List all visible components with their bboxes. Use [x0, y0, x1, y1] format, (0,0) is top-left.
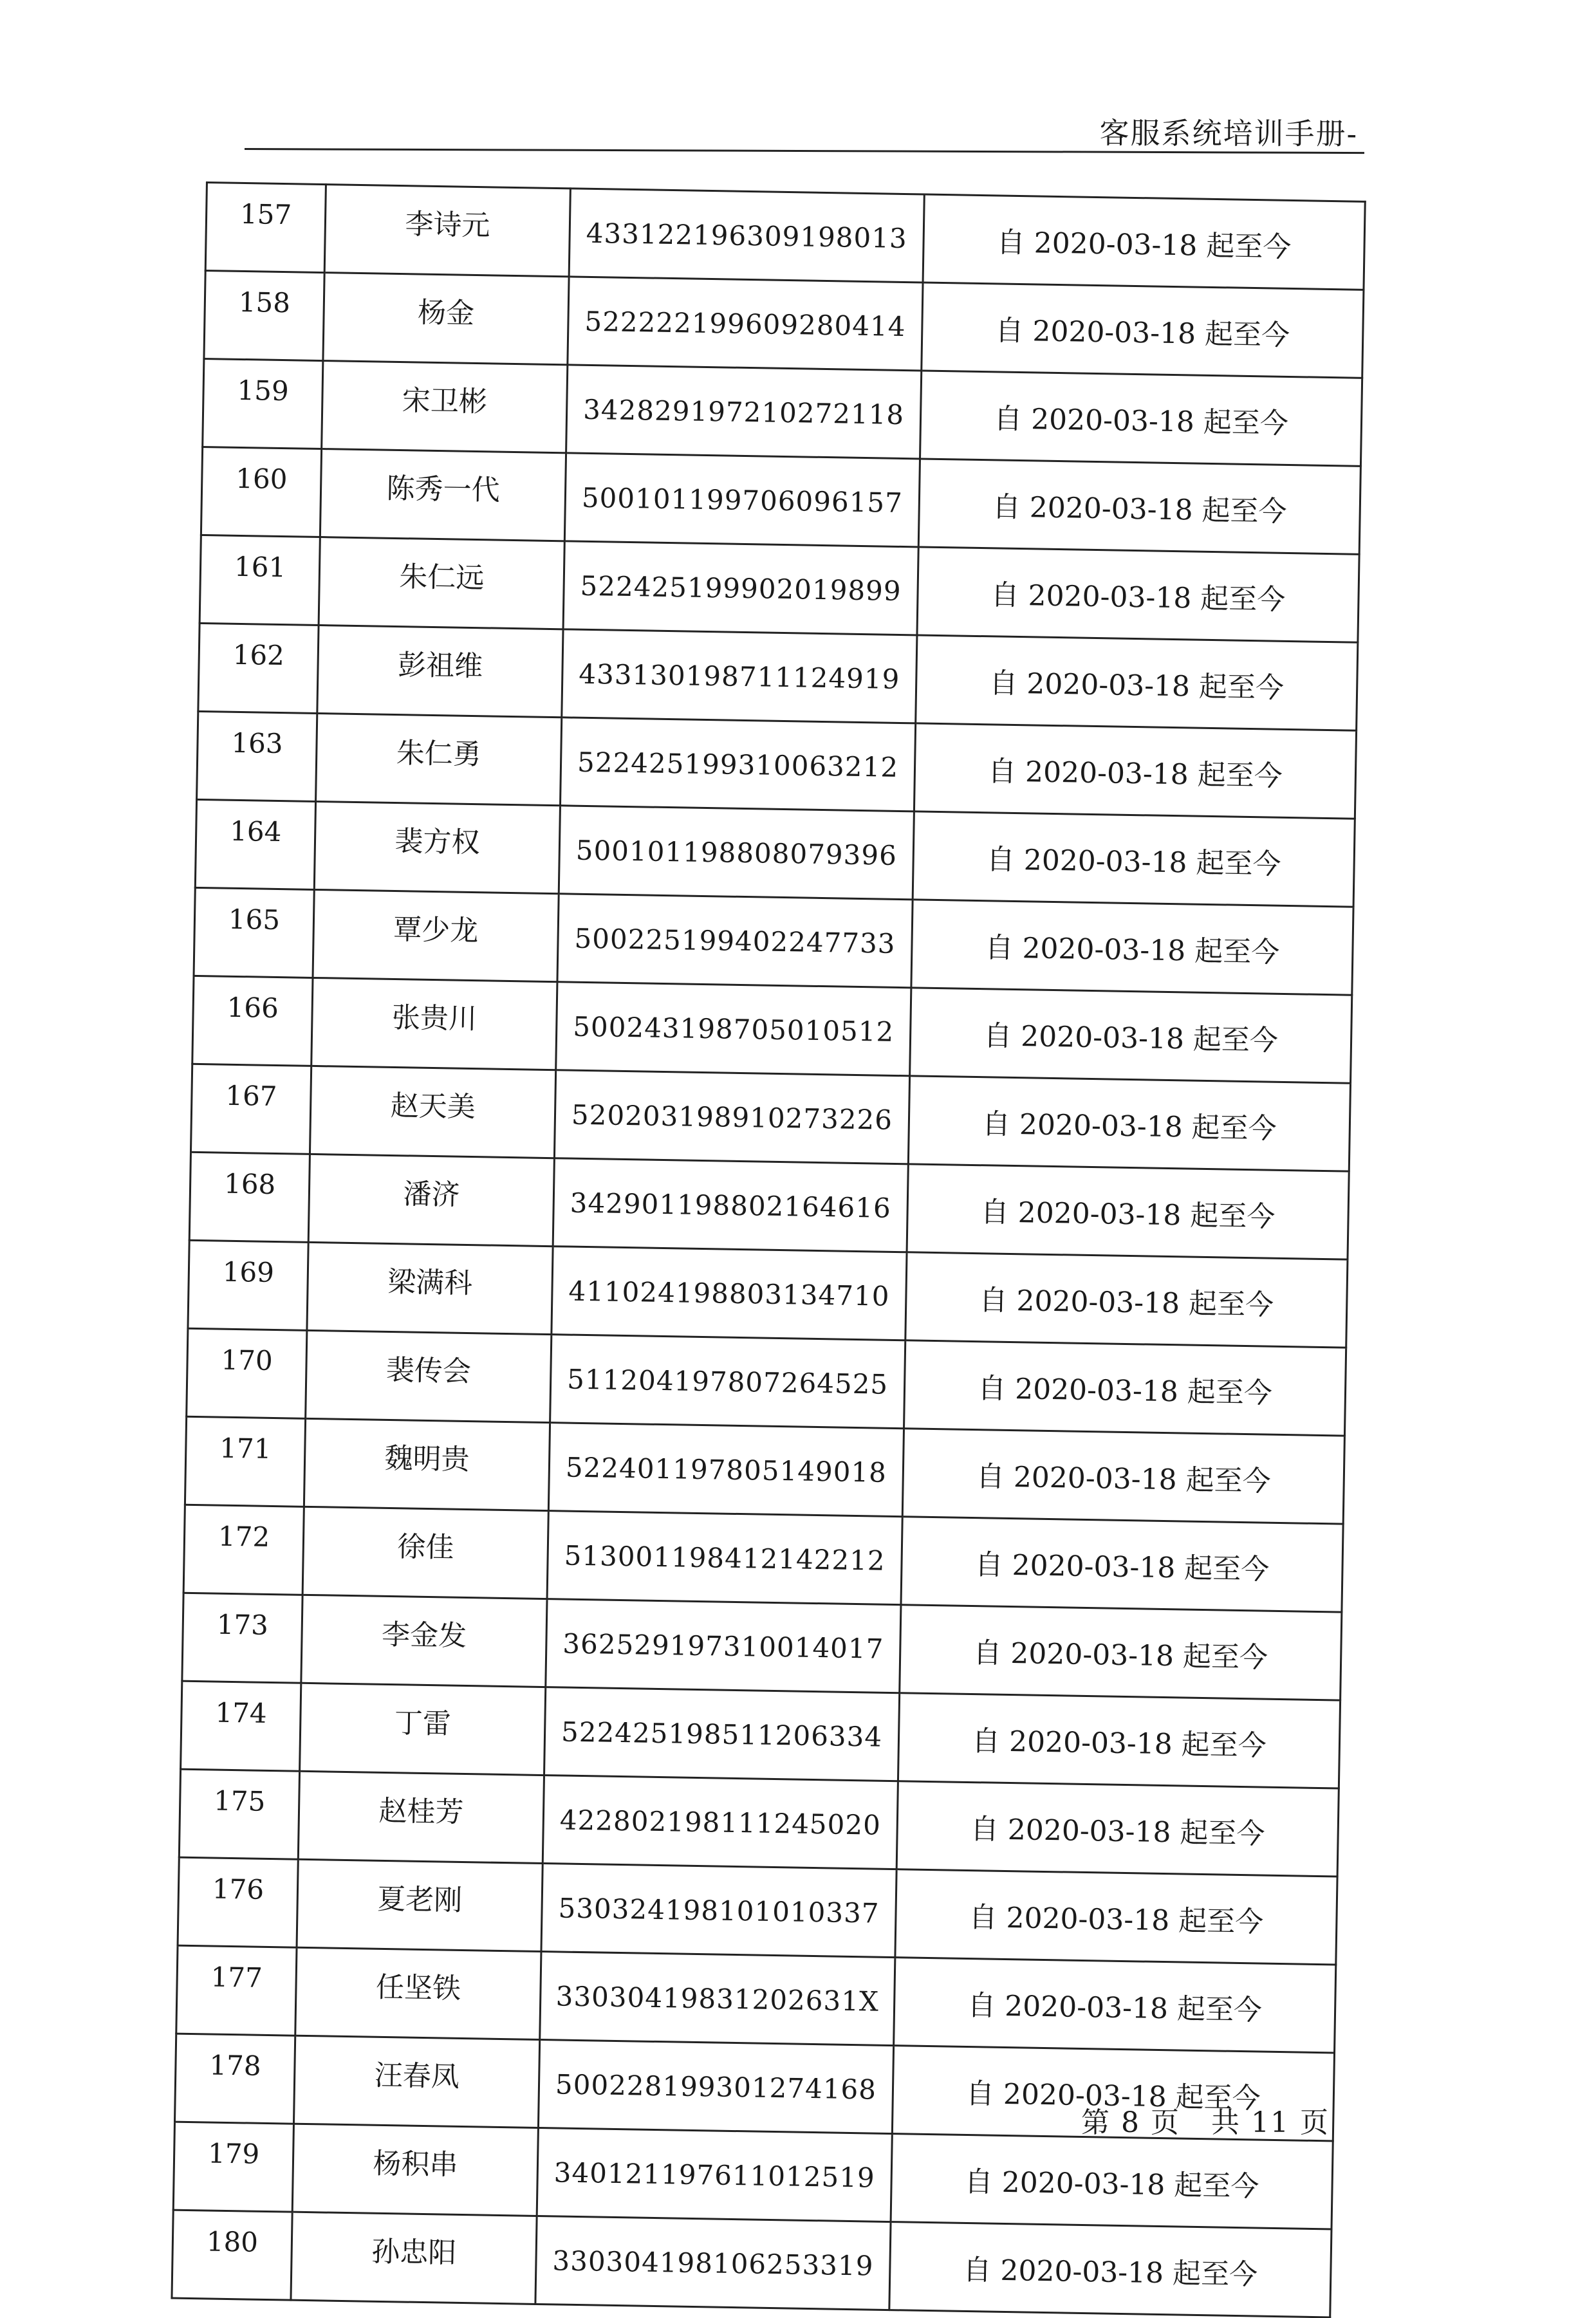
period-cell: 自 2020-03-18 起至今: [902, 1429, 1344, 1524]
id-number-cell: 411024198803134710: [552, 1247, 907, 1340]
row-number-cell: 172: [183, 1505, 304, 1595]
id-number-cell: 330304198106253319: [535, 2216, 891, 2310]
roster-table-container: [171, 181, 1364, 2318]
name-cell: 赵天美: [310, 1066, 555, 1158]
period-cell: 自 2020-03-18 起至今: [895, 1869, 1337, 1965]
name-cell: 夏老刚: [297, 1859, 543, 1951]
table-row: [172, 2210, 1332, 2317]
id-number-cell: 522222199609280414: [568, 277, 923, 371]
period-cell: 自 2020-03-18 起至今: [913, 811, 1355, 907]
period-cell: 自 2020-03-18 起至今: [904, 1340, 1346, 1436]
name-cell: 徐佳: [302, 1507, 548, 1599]
name-cell: 孙忠阳: [291, 2212, 537, 2304]
row-number-cell: 175: [179, 1769, 299, 1859]
period-cell: 自 2020-03-18 起至今: [900, 1605, 1342, 1700]
row-number-cell: 176: [178, 1857, 298, 1947]
period-cell: 自 2020-03-18 起至今: [923, 194, 1365, 290]
name-cell: 李金发: [301, 1595, 547, 1687]
name-cell: 朱仁勇: [316, 713, 562, 805]
id-number-cell: 511204197807264525: [550, 1335, 905, 1429]
row-number-cell: 169: [188, 1240, 308, 1330]
period-cell: 自 2020-03-18 起至今: [910, 988, 1352, 1083]
row-number-cell: 160: [201, 447, 321, 537]
name-cell: 杨金: [323, 273, 569, 365]
roster-table-body: [172, 183, 1365, 2317]
row-number-cell: 177: [176, 1945, 297, 2035]
id-number-cell: 433122196309198013: [569, 189, 924, 283]
row-number-cell: 174: [181, 1681, 301, 1771]
row-number-cell: 163: [197, 711, 317, 801]
row-number-cell: 158: [204, 271, 324, 361]
row-number-cell: 180: [172, 2210, 292, 2300]
id-number-cell: 33030419831202631X: [540, 1952, 895, 2046]
period-cell: 自 2020-03-18 起至今: [894, 1958, 1336, 2053]
name-cell: 任坚铁: [295, 1947, 541, 2039]
roster-table: [171, 181, 1366, 2318]
name-cell: 梁满科: [307, 1242, 553, 1334]
row-number-cell: 157: [205, 183, 326, 273]
id-number-cell: 362529197310014017: [546, 1599, 901, 1693]
name-cell: 覃少龙: [313, 889, 559, 981]
row-number-cell: 173: [182, 1593, 302, 1683]
period-cell: 自 2020-03-18 起至今: [889, 2222, 1332, 2317]
period-cell: 自 2020-03-18 起至今: [908, 1076, 1350, 1171]
id-number-cell: 500101198808079396: [559, 806, 914, 900]
page-header: [245, 103, 1364, 154]
page-footer: [1081, 2099, 1330, 2140]
name-cell: 丁雷: [300, 1683, 546, 1775]
row-number-cell: 166: [192, 976, 313, 1066]
period-cell: 自 2020-03-18 起至今: [914, 723, 1356, 819]
id-number-cell: 530324198101010337: [541, 1864, 896, 1958]
name-cell: 潘济: [308, 1154, 554, 1246]
id-number-cell: 340121197611012519: [537, 2128, 892, 2221]
id-number-cell: 500228199301274168: [538, 2039, 893, 2133]
id-number-cell: 342901198802164616: [553, 1158, 908, 1252]
total-prefix: 共: [1211, 2106, 1241, 2139]
page-suffix: 页: [1151, 2106, 1180, 2139]
total-pages: 11: [1250, 2106, 1290, 2139]
name-cell: 魏明贵: [304, 1418, 550, 1510]
name-cell: 裴方权: [314, 801, 560, 893]
page-prefix: 第: [1081, 2106, 1111, 2139]
row-number-cell: 178: [175, 2034, 295, 2124]
period-cell: 自 2020-03-18 起至今: [918, 459, 1360, 554]
header-title: 客服系统培训手册-: [1099, 115, 1359, 152]
period-cell: 自 2020-03-18 起至今: [892, 2046, 1334, 2141]
period-cell: 自 2020-03-18 起至今: [917, 547, 1359, 642]
id-number-cell: 513001198412142212: [547, 1511, 902, 1605]
period-cell: 自 2020-03-18 起至今: [901, 1517, 1343, 1612]
id-number-cell: 522425199310063212: [560, 718, 915, 811]
name-cell: 裴传会: [306, 1330, 552, 1422]
id-number-cell: 522425198511206334: [544, 1687, 900, 1781]
id-number-cell: 500243198705010512: [556, 982, 911, 1076]
period-cell: 自 2020-03-18 起至今: [911, 900, 1353, 995]
name-cell: 杨积串: [292, 2124, 538, 2216]
row-number-cell: 179: [173, 2122, 293, 2212]
name-cell: 宋卫彬: [322, 361, 568, 453]
row-number-cell: 167: [190, 1064, 311, 1154]
id-number-cell: 500101199706096157: [564, 453, 920, 547]
id-number-cell: 500225199402247733: [557, 894, 913, 988]
period-cell: 自 2020-03-18 起至今: [922, 283, 1364, 378]
page-number: 8: [1121, 2106, 1140, 2139]
name-cell: 彭祖维: [317, 625, 563, 717]
name-cell: 汪春凤: [293, 2035, 539, 2128]
row-number-cell: 164: [195, 799, 315, 889]
id-number-cell: 422802198111245020: [543, 1776, 898, 1869]
name-cell: 朱仁远: [319, 537, 564, 629]
id-number-cell: 522401197805149018: [548, 1423, 904, 1517]
name-cell: 赵桂芳: [298, 1771, 544, 1863]
row-number-cell: 168: [189, 1152, 310, 1242]
period-cell: 自 2020-03-18 起至今: [905, 1252, 1348, 1348]
id-number-cell: 522425199902019899: [563, 541, 918, 635]
period-cell: 自 2020-03-18 起至今: [907, 1164, 1349, 1259]
row-number-cell: 159: [203, 358, 323, 449]
name-cell: 张贵川: [311, 978, 557, 1070]
id-number-cell: 342829197210272118: [566, 365, 922, 459]
total-suffix: 页: [1299, 2106, 1330, 2139]
row-number-cell: 171: [185, 1416, 305, 1507]
name-cell: 陈秀一代: [320, 449, 566, 541]
period-cell: 自 2020-03-18 起至今: [898, 1693, 1340, 1788]
row-number-cell: 162: [198, 623, 319, 713]
name-cell: 李诗元: [324, 185, 570, 277]
id-number-cell: 520203198910273226: [554, 1070, 909, 1164]
row-number-cell: 161: [200, 535, 320, 625]
period-cell: 自 2020-03-18 起至今: [896, 1781, 1339, 1877]
id-number-cell: 433130198711124919: [562, 629, 917, 723]
row-number-cell: 165: [194, 887, 314, 978]
period-cell: 自 2020-03-18 起至今: [891, 2134, 1333, 2229]
period-cell: 自 2020-03-18 起至今: [916, 635, 1358, 730]
period-cell: 自 2020-03-18 起至今: [920, 371, 1362, 466]
row-number-cell: 170: [187, 1328, 307, 1418]
